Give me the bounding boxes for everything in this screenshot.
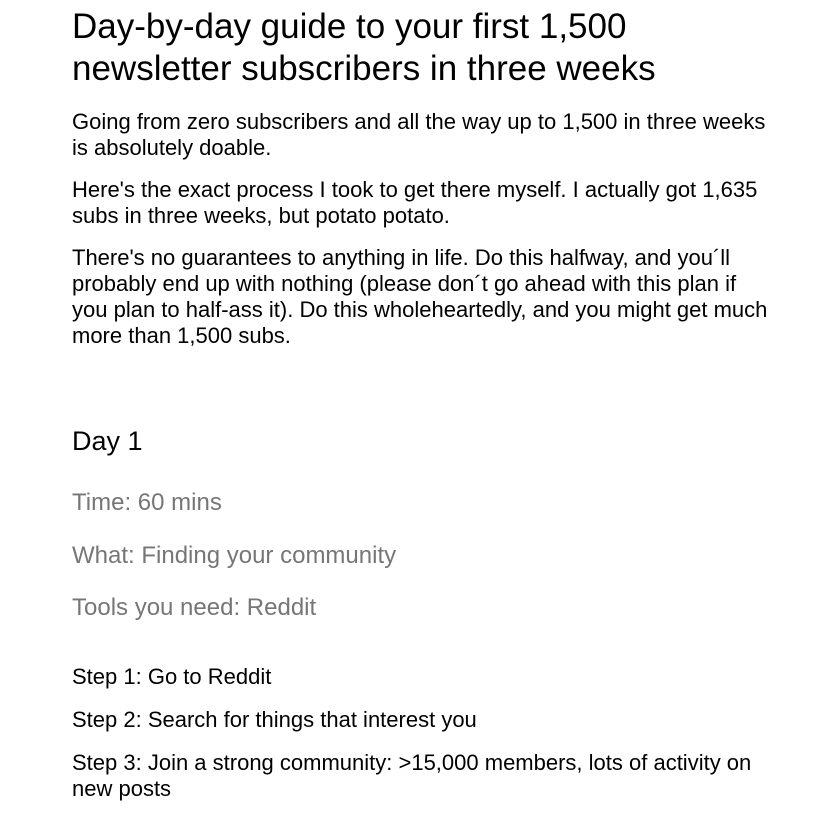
steps-list	[72, 664, 772, 802]
intro-paragraph: Going from zero subscribers and all the way up to 1,500 in three weeks is absolutely doable.	[72, 109, 766, 160]
time-info: Time: 60 mins	[72, 489, 222, 516]
intro-paragraph: There's no guarantees to anything in life. Do this halfway, and you´ll probably end up with nothing (please don´t go ahead with this plan if you plan to half-ass it). Do this wholeheartedly, and you might get much more than 1,500 subs.	[72, 245, 768, 348]
intro-section	[72, 109, 772, 349]
tools-info: Tools you need: Reddit	[72, 594, 317, 621]
step-item: Step 3: Join a strong community: >15,000 members, lots of activity on new posts	[72, 750, 752, 801]
day-heading: Day 1	[72, 426, 143, 456]
what-info: What: Finding your community	[72, 542, 397, 569]
step-item: Step 1: Go to Reddit	[72, 664, 272, 689]
article-title: Day-by-day guide to your first 1,500 newsletter subscribers in three weeks	[72, 7, 656, 88]
day-meta	[72, 489, 772, 622]
step-item: Step 2: Search for things that interest you	[72, 707, 477, 732]
intro-paragraph: Here's the exact process I took to get there myself. I actually got 1,635 subs in three weeks, but potato potato.	[72, 177, 758, 228]
article	[72, 0, 772, 802]
